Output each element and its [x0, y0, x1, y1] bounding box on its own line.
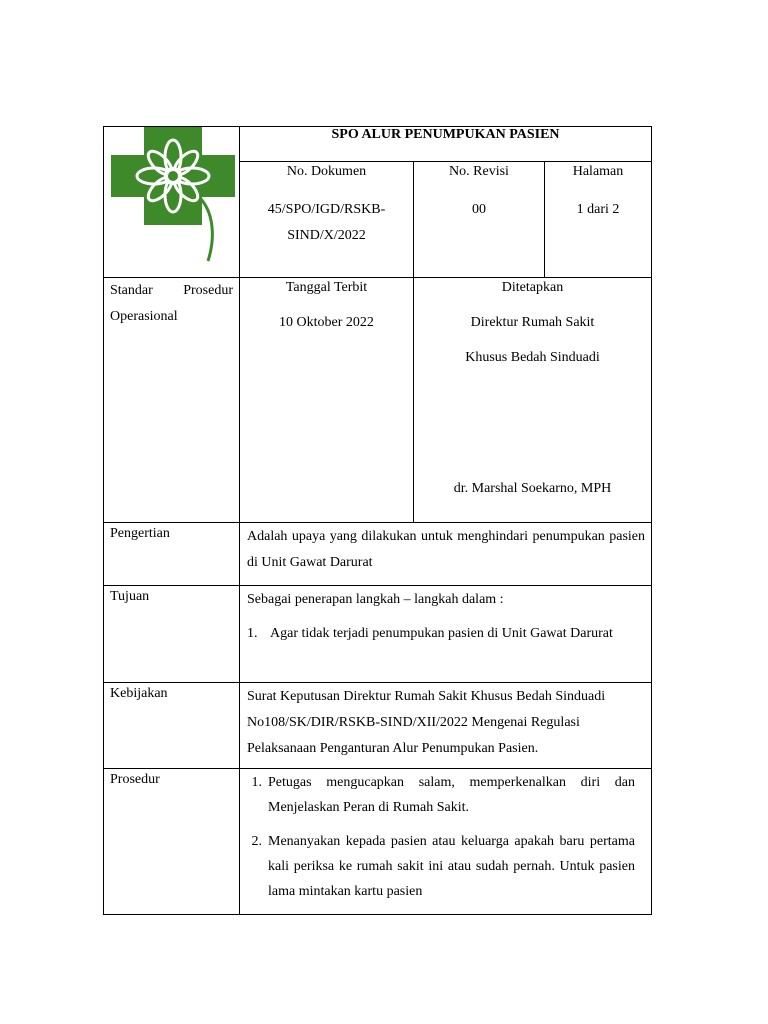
no-revisi-value: 00: [472, 202, 486, 218]
spo-table: [103, 126, 652, 915]
list-item: [240, 770, 651, 820]
tanggal-terbit-value: 10 Oktober 2022: [279, 315, 374, 330]
tujuan-body: [240, 586, 652, 683]
document-title: SPO ALUR PENUMPUKAN PASIEN: [240, 127, 652, 162]
kebijakan-text: Surat Keputusan Direktur Rumah Sakit Khusus Bedah Sinduadi No108/SK/DIR/RSKB-SIND/XII/2022 Mengenai Regulasi Pelaksanaan Penganturan Alur Penumpukan Pasien.: [240, 683, 652, 769]
spo-label-word2: Prosedur: [183, 283, 233, 298]
prosedur-item-num: 1.: [251, 775, 262, 790]
tanggal-terbit-cell: [240, 278, 414, 523]
spo-label: [104, 278, 240, 523]
no-revisi-label: No. Revisi: [449, 164, 509, 180]
no-dokumen-line1: 45/SPO/IGD/RSKB-: [267, 202, 386, 218]
prosedur-body: [240, 769, 652, 915]
halaman-value: 1 dari 2: [576, 202, 620, 218]
ditetapkan-label: Ditetapkan: [501, 280, 564, 295]
no-dokumen-cell: [240, 162, 414, 278]
list-item: [247, 621, 645, 647]
pengertian-text: Adalah upaya yang dilakukan untuk menghindari penumpukan pasien di Unit Gawat Darurat: [240, 523, 652, 586]
kebijakan-label: Kebijakan: [104, 683, 240, 769]
halaman-cell: [545, 162, 652, 278]
prosedur-item-text: Petugas mengucapkan salam, memperkenalkan diri dan Menjelaskan Peran di Rumah Sakit.: [268, 775, 635, 815]
ditetapkan-cell: [414, 278, 652, 523]
tujuan-label: Tujuan: [104, 586, 240, 683]
spo-label-word3: Operasional: [110, 309, 178, 324]
tanggal-terbit-label: Tanggal Terbit: [285, 280, 368, 295]
prosedur-item-num: 2.: [251, 834, 262, 849]
tujuan-intro: Sebagai penerapan langkah – langkah dalam :: [247, 592, 504, 607]
no-dokumen-line2: SIND/X/2022: [287, 228, 366, 244]
pengertian-label: Pengertian: [104, 523, 240, 586]
prosedur-label: Prosedur: [104, 769, 240, 915]
halaman-label: Halaman: [572, 164, 624, 180]
signatory-name: dr. Marshal Soekarno, MPH: [453, 481, 612, 496]
tujuan-item-num: 1.: [247, 626, 258, 641]
tujuan-item-text: Agar tidak terjadi penumpukan pasien di Unit Gawat Darurat: [270, 626, 613, 641]
logo-cell: [104, 127, 240, 278]
no-dokumen-label: No. Dokumen: [286, 164, 367, 180]
list-item: [240, 829, 651, 904]
ditetapkan-line1: Direktur Rumah Sakit: [470, 315, 595, 330]
ditetapkan-line2: Khusus Bedah Sinduadi: [465, 350, 600, 365]
no-dokumen-value: [240, 197, 413, 249]
spo-label-word1: Standar: [110, 283, 153, 298]
prosedur-item-text: Menanyakan kepada pasien atau keluarga apakah baru pertama kali periksa ke rumah sakit ini atau sudah pernah. Untuk pasien lama mintakan kartu pasien: [268, 834, 635, 899]
no-revisi-cell: [414, 162, 545, 278]
hospital-cross-flower-logo-icon: [111, 127, 235, 263]
